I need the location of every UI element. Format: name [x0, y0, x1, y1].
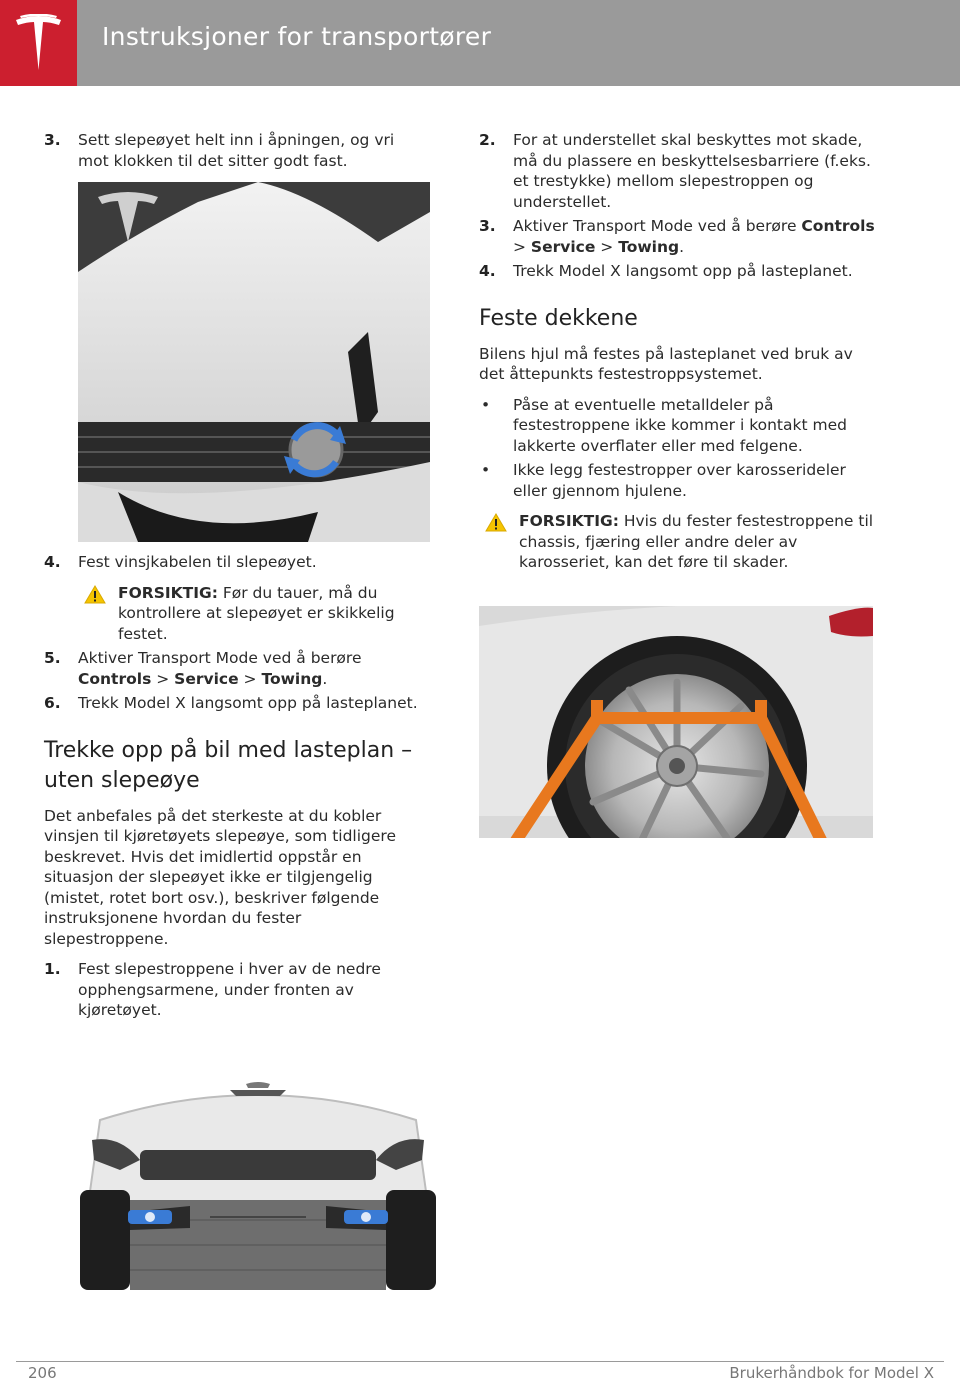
bullet-text: Påse at eventuelle metalldeler på festestroppene ikke kommer i kontakt med lakkerte overflater eller med felgene.: [513, 395, 847, 455]
caution-label: FORSIKTIG:: [519, 512, 619, 530]
caution-text: Hvis du fester festestroppene til chassis, fjæring eller andre deler av karosseriet, kan det føre til skader.: [519, 512, 874, 571]
step-number: 4.: [479, 262, 496, 280]
left-column-lower: [44, 552, 429, 1025]
step-text: Fest slepestroppene i hver av de nedre opphengsarmene, under fronten av kjøretøyet.: [78, 960, 381, 1019]
step-5-left: [44, 648, 429, 689]
page-title: Instruksjoner for transportører: [102, 22, 492, 51]
caution-note: [479, 511, 879, 573]
page-header: [0, 0, 960, 86]
controls-link: Controls: [78, 669, 152, 688]
step-text: Sett slepeøyet helt inn i åpningen, og vri mot klokken til det sitter godt fast.: [78, 131, 395, 170]
separator: >: [151, 669, 175, 688]
step-text: For at understellet skal beskyttes mot skade, må du plassere en beskyttelsesbarriere (f.eks. et trestykke) mellom slepestroppen og understellet.: [513, 131, 871, 211]
service-link: Service: [530, 237, 596, 256]
footer-divider: [16, 1361, 944, 1362]
bullet-text: Ikke legg festestropper over karosserideler eller gjennom hjulene.: [513, 461, 846, 500]
step-text: Trekk Model X langsomt opp på lasteplanet.: [78, 694, 418, 712]
step-number: 1.: [44, 960, 61, 978]
warning-icon: [84, 585, 106, 604]
step-text: Aktiver Transport Mode ved å berøre: [513, 217, 802, 235]
bullet-item: [479, 460, 879, 501]
bullet-item: [479, 395, 879, 457]
period: .: [679, 237, 685, 256]
separator: >: [513, 237, 531, 256]
step-1-left: [44, 959, 429, 1021]
page-number: 206: [28, 1364, 57, 1382]
step-number: 2.: [479, 131, 496, 149]
step-number: 3.: [479, 217, 496, 235]
towing-link: Towing: [261, 669, 323, 688]
section-paragraph: Bilens hjul må festes på lasteplanet ved bruk av det åttepunkts festestroppsystemet.: [479, 344, 853, 383]
period: .: [322, 669, 328, 688]
step-2-right: [479, 130, 879, 212]
wheel-strap-figure: [479, 606, 873, 868]
section-heading-secure-tires: Feste dekkene: [479, 305, 638, 331]
step-4-left: [44, 552, 429, 573]
step-number: 4.: [44, 553, 61, 571]
caution-text: Før du tauer, må du kontrollere at slepeøyet er skikkelig festet.: [118, 583, 395, 643]
step-number: 6.: [44, 694, 61, 712]
step-3-left: [44, 130, 429, 171]
step-text: Aktiver Transport Mode ved å berøre: [78, 649, 362, 667]
bullet-icon: •: [481, 461, 491, 479]
tesla-logo: [0, 0, 77, 86]
bullet-icon: •: [481, 395, 491, 414]
step-3-right: [479, 216, 879, 257]
underbody-straps-figure: [80, 1080, 436, 1290]
caution-note: [78, 583, 429, 645]
step-number: 5.: [44, 649, 61, 667]
caution-label: FORSIKTIG:: [118, 583, 218, 602]
left-column: [44, 130, 429, 175]
tow-eye-insertion-figure: [78, 182, 430, 542]
towing-link: Towing: [618, 237, 680, 256]
step-text: Fest vinsjkabelen til slepeøyet.: [78, 553, 317, 571]
right-column: [479, 130, 879, 577]
controls-link: Controls: [801, 217, 875, 235]
section-paragraph: Det anbefales på det sterkeste at du kobler vinsjen til kjøretøyets slepeøye, som tidligere beskrevet. Hvis det imidlertid oppstår en situasjon der slepeøyet ikke er tilgjengelig (mistet, rotet bort osv.), beskriver følgende instruksjonene hvordan du fester slepestroppene.: [44, 806, 396, 948]
step-4-right: [479, 261, 879, 282]
footer-title: Brukerhåndbok for Model X: [729, 1364, 934, 1382]
separator: >: [238, 669, 262, 688]
separator: >: [595, 237, 619, 256]
step-number: 3.: [44, 131, 61, 149]
section-heading-no-tow-eye: Trekke opp på bil med lasteplan – uten slepeøye: [44, 737, 413, 793]
tesla-logo-icon: [14, 14, 63, 72]
warning-icon: [485, 513, 507, 532]
step-6-left: [44, 693, 429, 714]
step-text: Trekk Model X langsomt opp på lasteplanet.: [513, 262, 853, 280]
service-link: Service: [174, 669, 239, 688]
